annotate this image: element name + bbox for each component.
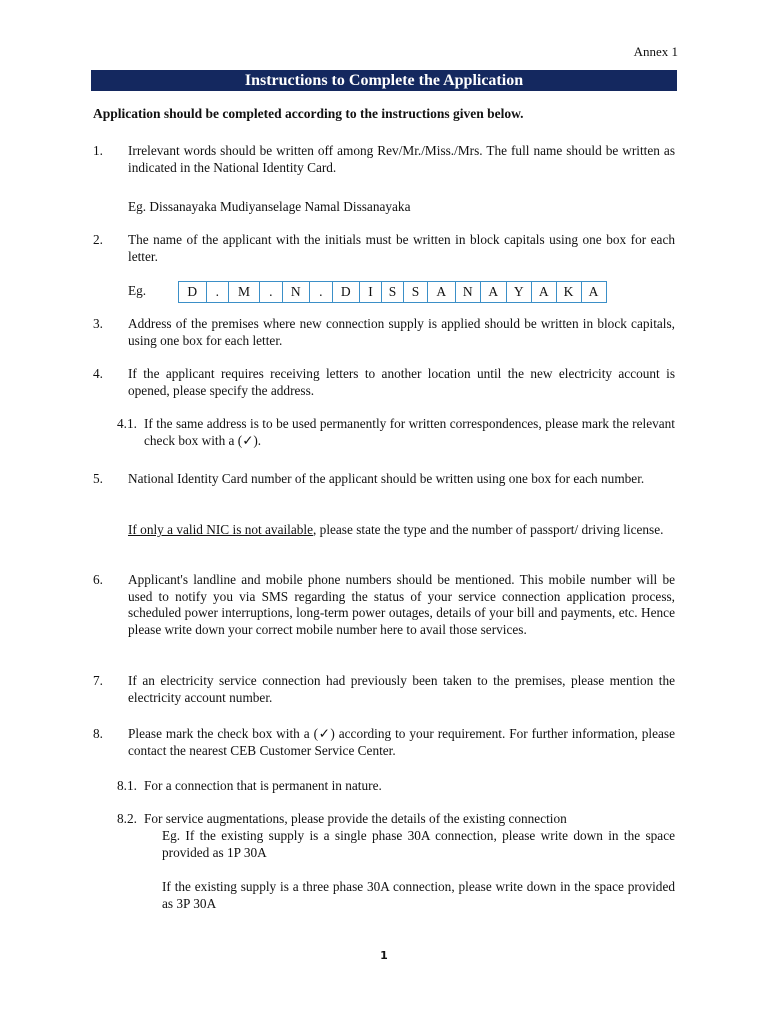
item-text: Address of the premises where new connection supply is applied should be written in block capitals, using one box for each letter. [128,316,675,348]
letter-box: I [360,282,382,302]
item-text: If an electricity service connection had previously been taken to the premises, please mention the electricity account number. [128,673,675,705]
instruction-item-8 [93,726,675,760]
item-text: For a connection that is permanent in nature. [144,778,382,793]
nic-alternative-note [128,522,675,539]
instruction-item-6 [93,572,675,656]
letter-box: N [283,282,311,302]
item-text: Applicant's landline and mobile phone numbers should be mentioned. This mobile number will be used to notify you via SMS regarding the status of your service connection application process, scheduled power interruptions, long-term power outages, details of your bill and payments, etc. Hence please write down your correct mobile number here to avail those services. [128,572,675,637]
instruction-item-5 [93,471,675,505]
letter-box: Y [507,282,533,302]
letter-box: . [260,282,283,302]
item-text: Irrelevant words should be written off among Rev/Mr./Miss./Mrs. The full name should be written as indicated in the National Identity Card. [128,143,675,175]
item-number: 8.1. [117,778,137,793]
item-number: 2. [93,232,103,247]
instruction-item-3 [93,316,675,350]
item-number: 8. [93,726,103,741]
item-text: If the same address is to be used permanently for written correspondences, please mark the relevant check box with a (✓). [144,416,675,448]
underlined-text: If only a valid NIC is not available [128,522,314,537]
letter-box: A [428,282,456,302]
page-title: Instructions to Complete the Application [91,70,677,91]
item-number: 4. [93,366,103,381]
letter-box: D [333,282,361,302]
item-number: 8.2. [117,811,137,826]
note-text: , please state the type and the number of passport/ driving license. [313,522,664,537]
page-number: 1 [380,949,388,962]
annex-label: Annex 1 [633,44,678,59]
example-full-name: Eg. Dissanayaka Mudiyanselage Namal Dissanayaka [128,199,411,214]
item-number: 1. [93,143,103,158]
item-number: 4.1. [117,416,137,431]
instruction-item-1 [93,143,675,177]
instruction-item-7 [93,673,675,707]
item-text: Please mark the check box with a (✓) according to your requirement. For further information, please contact the nearest CEB Customer Service Center. [128,726,675,758]
instruction-item-8-1 [117,778,675,795]
letter-box: . [310,282,333,302]
instruction-item-4 [93,366,675,400]
letter-box: M [229,282,260,302]
item-text: For service augmentations, please provide the details of the existing connection [144,811,567,826]
example-single-phase: Eg. If the existing supply is a single phase 30A connection, please write down in the space provided as 1P 30A [162,828,675,860]
item-number: 5. [93,471,103,486]
example-three-phase: If the existing supply is a three phase 30A connection, please write down in the space provided as 3P 30A [162,879,675,911]
letter-box: N [456,282,482,302]
item-number: 6. [93,572,103,587]
item-text: If the applicant requires receiving letters to another location until the new electricity account is opened, please specify the address. [128,366,675,398]
letter-box: . [207,282,230,302]
item-number: 7. [93,673,103,688]
name-letter-boxes [178,281,607,303]
letter-box: D [179,282,207,302]
intro-text: Application should be completed according to the instructions given below. [93,106,524,121]
instruction-item-8-2 [117,811,675,828]
item-text: The name of the applicant with the initials must be written in block capitals using one box for each letter. [128,232,675,264]
item-number: 3. [93,316,103,331]
letter-box: A [481,282,507,302]
letter-box: K [557,282,582,302]
letter-box: S [382,282,404,302]
item-text: National Identity Card number of the applicant should be written using one box for each number. [128,471,645,486]
example-label: Eg. [128,283,147,298]
letter-box: S [404,282,428,302]
instruction-item-2 [93,232,675,266]
letter-box: A [532,282,557,302]
instruction-item-4-1 [117,416,675,450]
letter-box: A [588,284,599,299]
